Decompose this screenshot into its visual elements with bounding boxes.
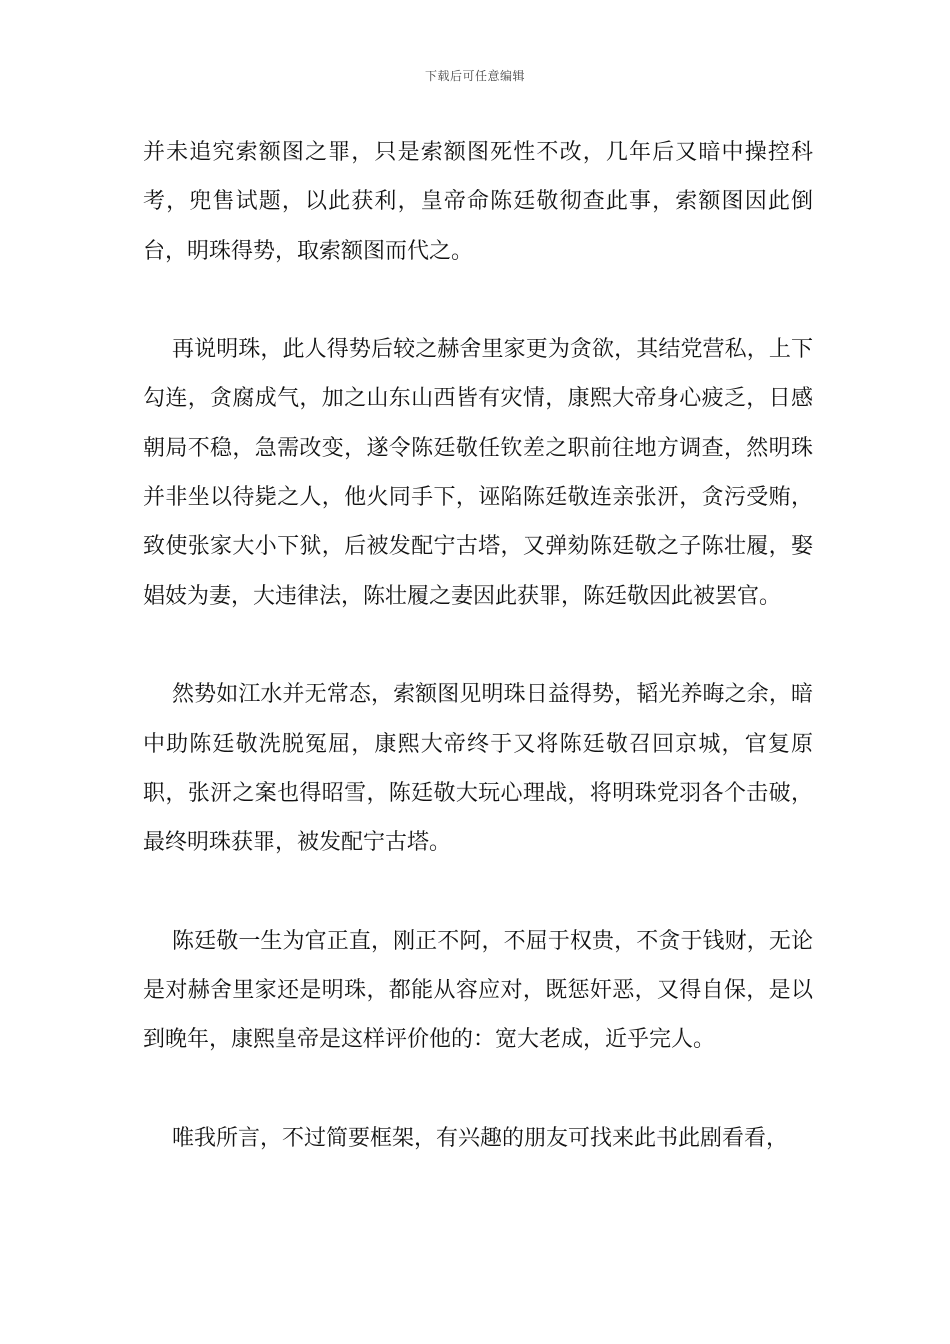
document-body	[143, 128, 813, 1213]
paragraph: 并未追究索额图之罪，只是索额图死性不改，几年后又暗中操控科考，兜售试题，以此获利，皇帝命陈廷敬彻查此事，索额图因此倒台，明珠得势，取索额图而代之。	[143, 140, 813, 264]
paragraph: 唯我所言，不过简要框架，有兴趣的朋友可找来此书此剧看看，	[172, 1125, 789, 1151]
paragraph: 陈廷敬一生为官正直，刚正不阿，不屈于权贵，不贪于钱财，无论是对赫舍里家还是明珠，都能从容应对，既惩奸恶，又得自保，是以到晚年，康熙皇帝是这样评价他的：宽大老成，近乎完人。	[143, 928, 813, 1053]
paragraph: 再说明珠，此人得势后较之赫舍里家更为贪欲，其结党营私，上下勾连，贪腐成气，加之山东山西皆有灾情，康熙大帝身心疲乏，日感朝局不稳，急需改变，遂令陈廷敬任钦差之职前往地方调查，然明珠并非坐以待毙之人，他火同手下，诬陷陈廷敬连亲张汧，贪污受贿，致使张家大小下狱，后被发配宁古塔，又弹劾陈廷敬之子陈壮履，娶娼妓为妻，大违律法，陈壮履之妻因此获罪，陈廷敬因此被罢官。	[143, 337, 813, 609]
page-header: 下载后可任意编辑	[424, 69, 525, 83]
paragraph: 然势如江水并无常态，索额图见明珠日益得势，韬光养晦之余，暗中助陈廷敬洗脱冤屈，康熙大帝终于又将陈廷敬召回京城，官复原职，张汧之案也得昭雪，陈廷敬大玩心理战，将明珠党羽各个击破，最终明珠获罪，被发配宁古塔。	[143, 682, 813, 856]
